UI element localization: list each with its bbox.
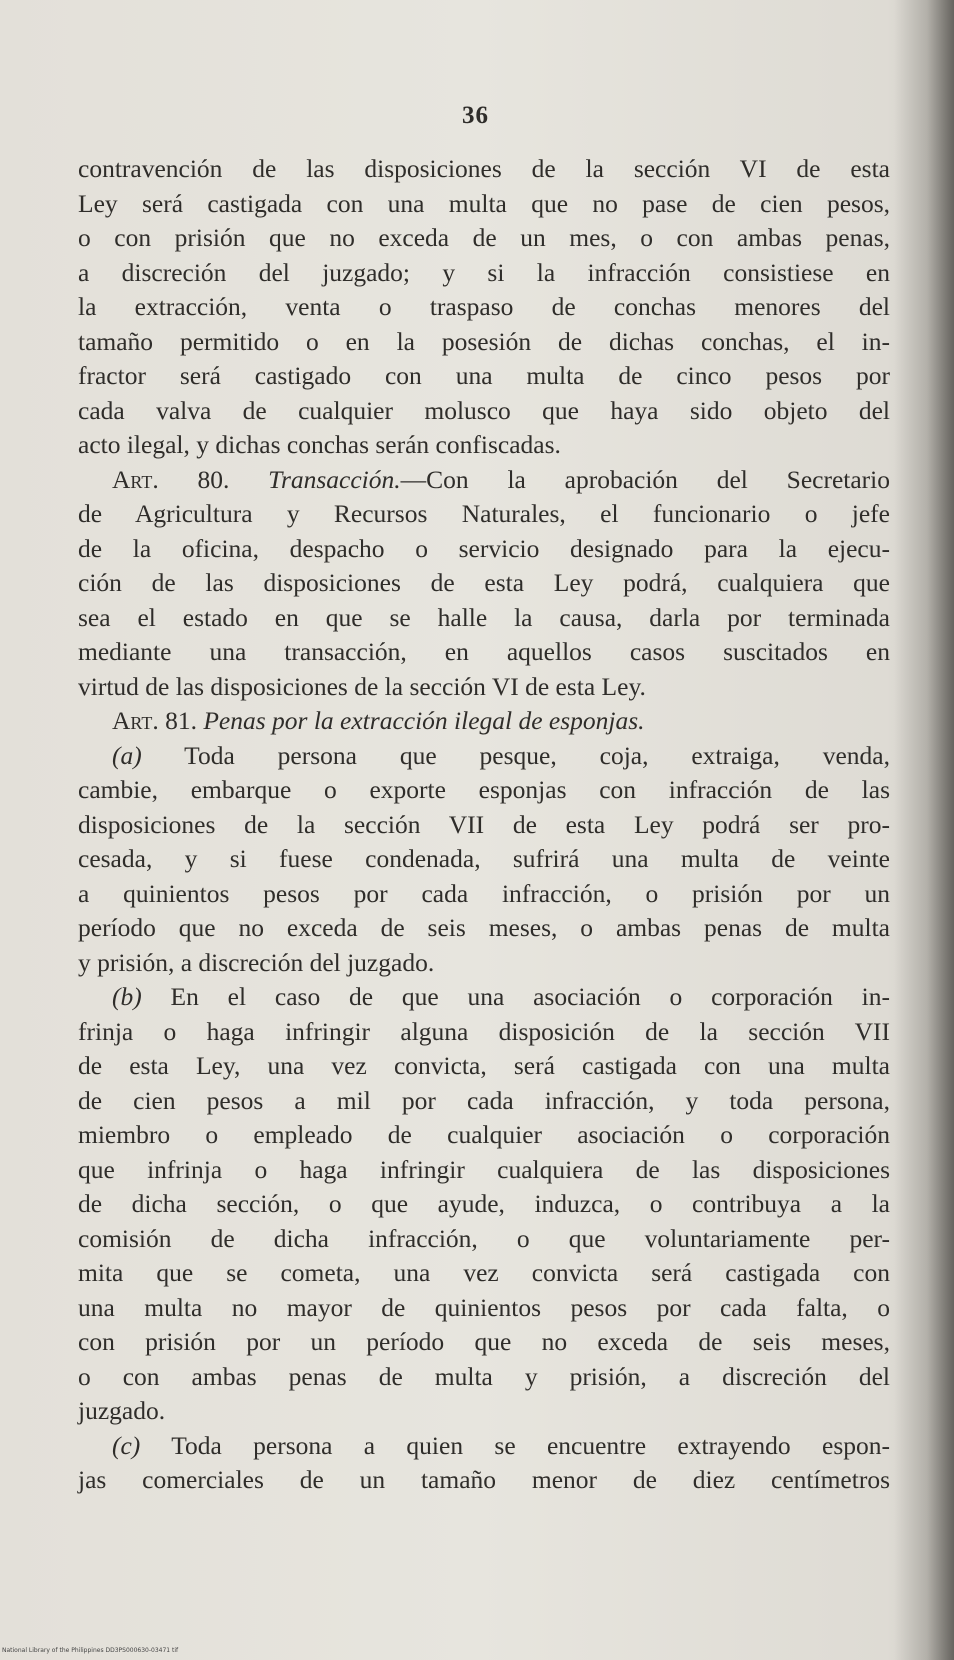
text-line: comisión de dicha infracción, o que voluntariamente per- <box>78 1223 890 1253</box>
text-line <box>78 739 890 774</box>
article-81 <box>78 704 890 739</box>
text-fragment: —Con la aprobación del Secretario <box>400 464 890 494</box>
article-number: Art. 81. <box>112 706 197 735</box>
text-line: la extracción, venta o traspaso de conchas menores del <box>78 292 890 321</box>
text-line: una multa no mayor de quinientos pesos por cada falta, o <box>78 1292 890 1322</box>
clause-label: (a) <box>112 740 142 770</box>
article-number: Art. 80. <box>112 464 230 494</box>
clause-label: (b) <box>112 982 142 1011</box>
text-line <box>78 980 890 1015</box>
text-line: disposiciones de la sección VII de esta Ley podrá ser pro- <box>78 809 890 839</box>
text-line: que infrinja o haga infringir cualquiera de las disposiciones <box>78 1154 890 1184</box>
text-line <box>78 1429 890 1464</box>
paragraph-continuation <box>78 152 890 463</box>
text-line: mediante una transacción, en aquellos casos suscitados en <box>78 637 890 666</box>
text-line <box>78 704 890 739</box>
text-line: cada valva de cualquier molusco que haya sido objeto del <box>78 395 890 425</box>
clause-c <box>78 1429 890 1498</box>
clause-label: (c) <box>112 1430 141 1460</box>
text-line: o con prisión que no exceda de un mes, o con ambas penas, <box>78 223 890 252</box>
text-fragment: Toda persona a quien se encuentre extrayendo espon- <box>171 1430 890 1460</box>
text-line: fractor será castigado con una multa de cinco pesos por <box>78 361 890 390</box>
binding-shadow <box>894 0 954 1660</box>
clause-a <box>78 739 890 981</box>
text-line: juzgado. <box>78 1396 166 1425</box>
text-line: de cien pesos a mil por cada infracción, y toda persona, <box>78 1085 890 1115</box>
article-80 <box>78 463 890 705</box>
text-line: acto ilegal, y dichas conchas serán confiscadas. <box>78 430 561 459</box>
text-line: jas comerciales de un tamaño menor de diez centímetros <box>78 1465 890 1494</box>
text-line: de esta Ley, una vez convicta, será castigada con una multa <box>78 1051 890 1080</box>
text-line: sea el estado en que se halle la causa, darla por terminada <box>78 602 890 632</box>
text-fragment: Toda persona que pesque, coja, extraiga, venda, <box>184 740 890 770</box>
scan-footer: National Library of the Philippines DD3PS000630-03471 tif <box>2 1647 179 1654</box>
text-line: miembro o empleado de cualquier asociación o corporación <box>78 1120 890 1149</box>
text-line: frinja o haga infringir alguna disposición de la sección VII <box>78 1016 890 1046</box>
article-title: Transacción. <box>268 464 401 494</box>
text-line: de dicha sección, o que ayude, induzca, o contribuya a la <box>78 1189 890 1218</box>
clause-b <box>78 980 890 1429</box>
text-line: virtud de las disposiciones de la sección VI de esta Ley. <box>78 671 646 701</box>
text-fragment: En el caso de que una asociación o corporación in- <box>170 982 890 1011</box>
text-line: a discreción del juzgado; y si la infracción consistiese en <box>78 257 890 287</box>
article-title: Penas por la extracción ilegal de esponjas. <box>203 706 645 735</box>
text-line: tamaño permitido o en la posesión de dichas conchas, el in- <box>78 326 890 356</box>
text-line: y prisión, a discreción del juzgado. <box>78 947 435 977</box>
text-line: cambie, embarque o exporte esponjas con infracción de las <box>78 775 890 804</box>
text-line: contravención de las disposiciones de la sección VI de esta <box>78 154 890 183</box>
text-line: ción de las disposiciones de esta Ley podrá, cualquiera que <box>78 568 890 597</box>
text-line: con prisión por un período que no exceda de seis meses, <box>78 1327 890 1356</box>
text-line <box>78 463 890 498</box>
text-line: de Agricultura y Recursos Naturales, el funcionario o jefe <box>78 499 890 528</box>
text-line: a quinientos pesos por cada infracción, o prisión por un <box>78 878 890 908</box>
page-number: 36 <box>462 102 489 129</box>
text-line: o con ambas penas de multa y prisión, a discreción del <box>78 1361 890 1391</box>
text-line: Ley será castigada con una multa que no pase de cien pesos, <box>78 188 890 218</box>
text-line: cesada, y si fuese condenada, sufrirá una multa de veinte <box>78 844 890 873</box>
text-line: período que no exceda de seis meses, o ambas penas de multa <box>78 913 890 942</box>
body-text <box>78 152 890 1498</box>
text-line: de la oficina, despacho o servicio designado para la ejecu- <box>78 533 890 563</box>
text-line: mita que se cometa, una vez convicta será castigada con <box>78 1258 890 1287</box>
